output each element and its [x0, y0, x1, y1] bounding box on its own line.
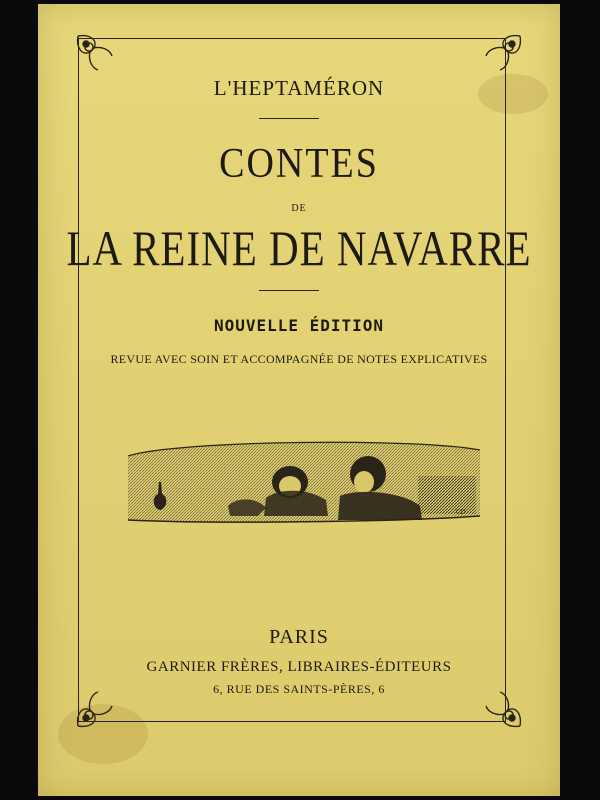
- illustration-signature: CD: [456, 508, 466, 516]
- publisher-address: 6, RUE DES SAINTS-PÈRES, 6: [213, 682, 385, 696]
- edition-label: NOUVELLE ÉDITION: [213, 316, 385, 335]
- publisher-name: GARNIER FRÈRES, LIBRAIRES-ÉDITEURS: [146, 659, 452, 675]
- subtitle: REVUE AVEC SOIN ET ACCOMPAGNÉE DE NOTES EXPLICATIVES: [110, 352, 488, 366]
- book-cover: [38, 4, 560, 796]
- engraving-illustration: [118, 436, 488, 528]
- series-title: L'HEPTAMÉRON: [213, 76, 385, 100]
- corner-ornament-icon: [482, 30, 526, 74]
- title-line-2: LA REINE DE NAVARRE: [66, 220, 532, 276]
- title-connector: DE: [291, 203, 307, 214]
- divider: [259, 290, 319, 291]
- title-line-1: CONTES: [219, 140, 379, 188]
- divider: [259, 118, 319, 119]
- publication-city: PARIS: [269, 626, 329, 648]
- corner-ornament-icon: [72, 30, 116, 74]
